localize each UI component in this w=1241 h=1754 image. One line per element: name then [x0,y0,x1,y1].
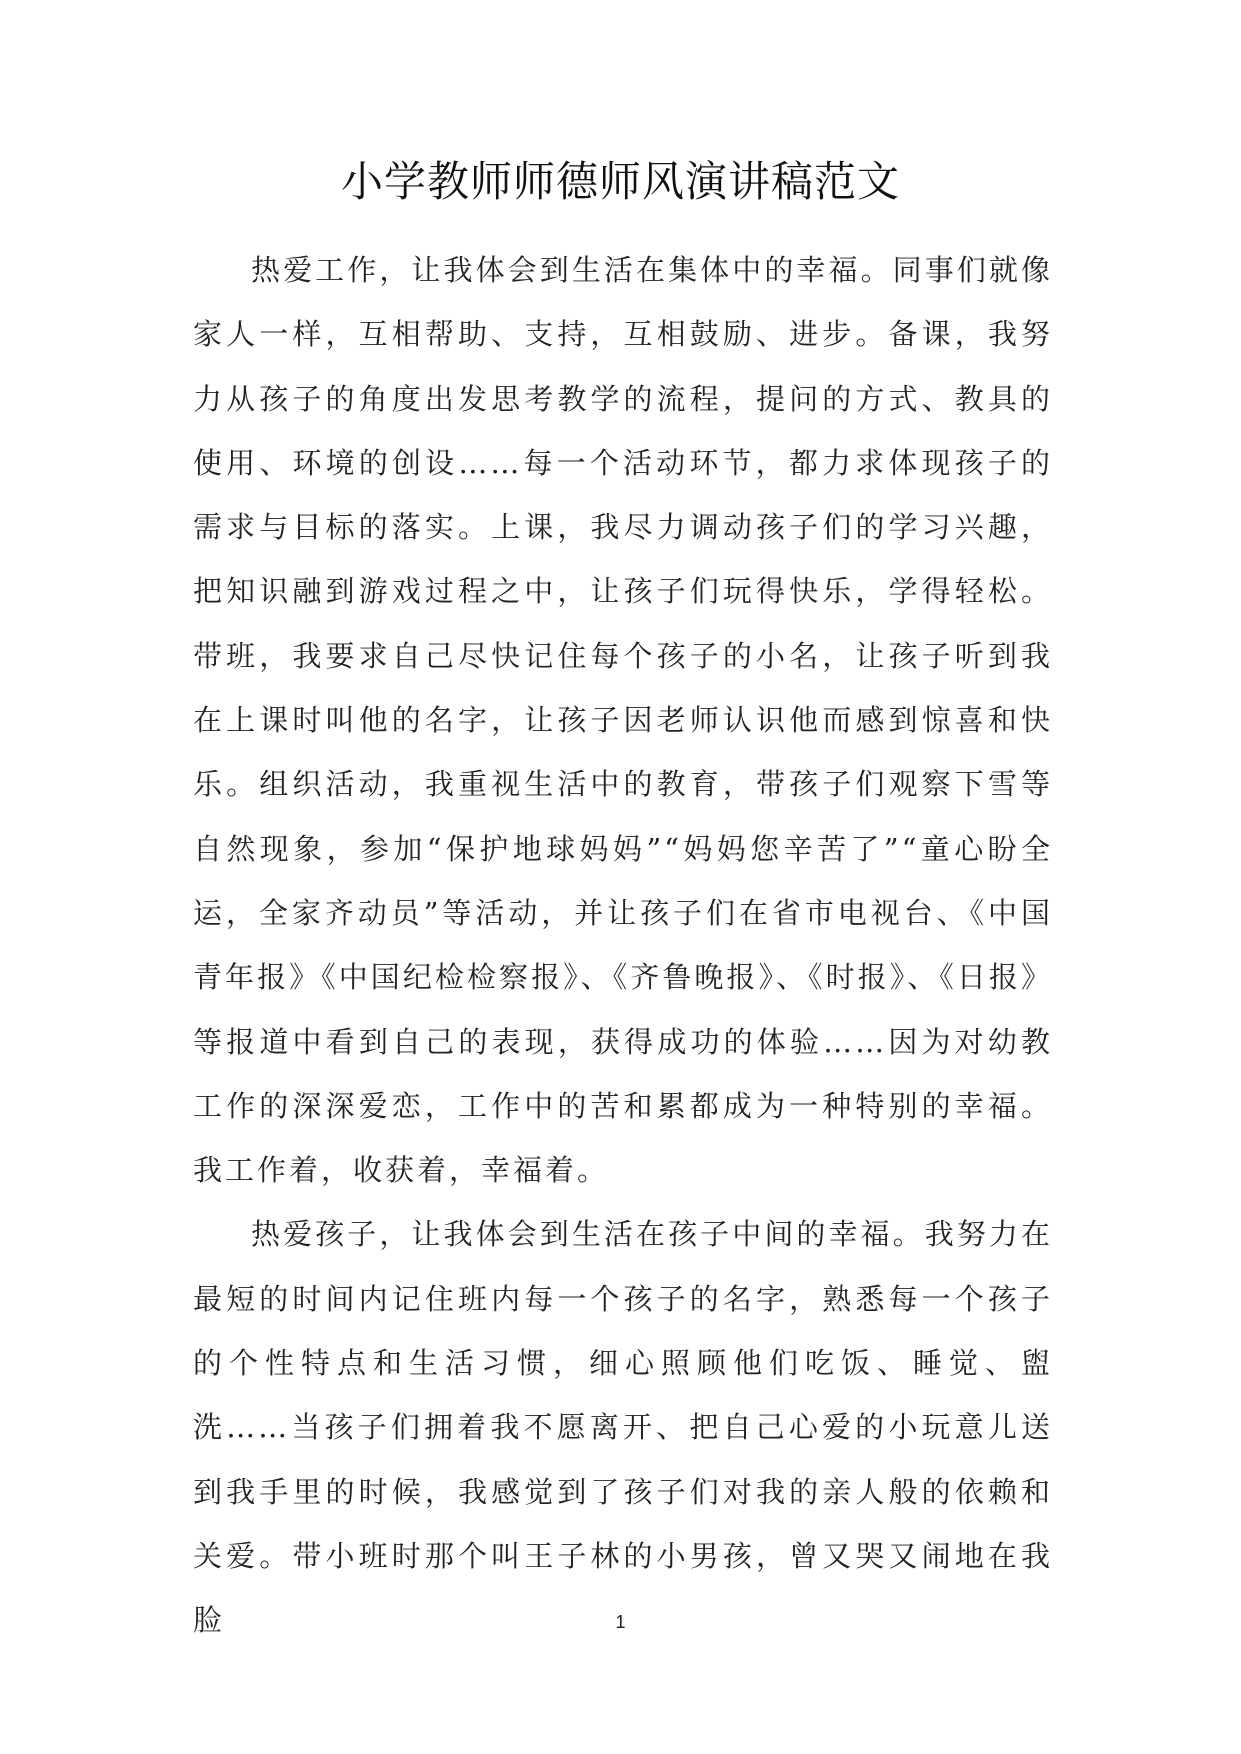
page-number: 1 [615,1612,626,1632]
document-title: 小学教师师德师风演讲稿范文 [340,157,900,206]
paragraph-2: 热爱孩子，让我体会到生活在孩子中间的幸福。我努力在最短的时间内记住班内每一个孩子的名字，熟悉每一个孩子的个性特点和生活习惯，细心照顾他们吃饭、睡觉、盥洗……当孩子们拥着我不愿离开、把自己心爱的小玩意儿送到我手里的时候，我感觉到了孩子们对我的亲人般的依赖和关爱。带小班时那个叫王子林的小男孩，曾又哭又闹地在我脸 [193,1217,1053,1638]
paragraph-1: 热爱工作，让我体会到生活在集体中的幸福。同事们就像家人一样，互相帮助、支持，互相鼓励、进步。备课，我努力从孩子的角度出发思考教学的流程，提问的方式、教具的使用、环境的创设……每一个活动环节，都力求体现孩子的需求与目标的落实。上课，我尽力调动孩子们的学习兴趣，把知识融到游戏过程之中，让孩子们玩得快乐，学得轻松。带班，我要求自己尽快记住每个孩子的小名，让孩子听到我在上课时叫他的名字，让孩子因老师认识他而感到惊喜和快乐。组织活动，我重视生活中的教育，带孩子们观察下雪等自然现象，参加“保护地球妈妈”“妈妈您辛苦了”“童心盼全运，全家齐动员”等活动，并让孩子们在省市电视台、《中国青年报》《中国纪检检察报》、《齐鲁晚报》、《时报》、《日报》等报道中看到自己的表现，获得成功的体验……因为对幼教工作的深深爱恋，工作中的苦和累都成为一种特别的幸福。我工作着，收获着，幸福着。 [193,253,1053,1188]
document-body [193,238,1053,1653]
